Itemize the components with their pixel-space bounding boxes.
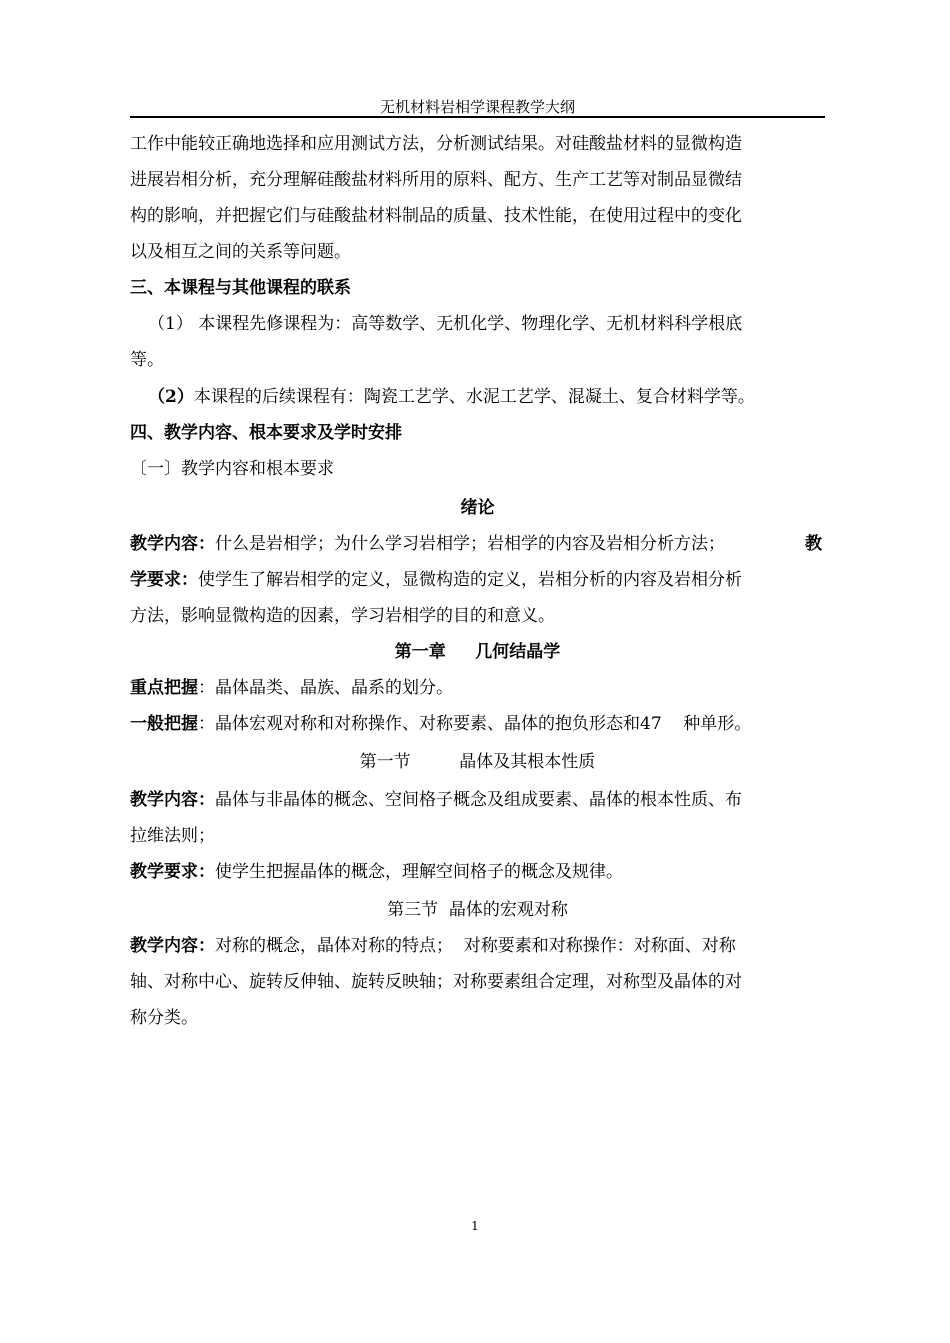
- section-1-req-text: 使学生把握晶体的概念，理解空间格子的概念及规律。: [215, 862, 623, 882]
- prereq-line-1: （1） 本课程先修课程为：高等数学、无机化学、物理化学、无机材料科学根底: [148, 314, 743, 334]
- general-label: 一般把握: [130, 714, 198, 734]
- req-label-part2: 学要求：: [130, 570, 198, 590]
- followup-label: （2）: [148, 387, 194, 407]
- req-text-1: 使学生了解岩相学的定义，显微构造的定义，岩相分析的内容及岩相分析: [198, 570, 742, 590]
- chapter-1-general-line: [130, 712, 825, 736]
- section-1-req-label: 教学要求：: [130, 862, 215, 882]
- followup-line: [148, 385, 825, 409]
- chapter-1-key-line: [130, 676, 825, 700]
- section-1-content-label: 教学内容：: [130, 790, 215, 810]
- section-1-content-text: 晶体与非晶体的概念、空间格子概念及组成要素、晶体的根本性质、布: [215, 790, 742, 810]
- intro-chapter-req-line-1: [130, 568, 825, 592]
- section-3b-content-text: 对称的概念，晶体对称的特点； 对称要素和对称操作：对称面、对称: [215, 936, 736, 956]
- intro-chapter-content-line: [130, 532, 825, 556]
- intro-chapter-title: 绪论: [460, 498, 495, 518]
- intro-chapter-req-line-2: 方法，影响显微构造的因素，学习岩相学的目的和意义。: [130, 606, 555, 626]
- content-text: 什么是岩相学；为什么学习岩相学；岩相学的内容及岩相分析方法；: [215, 534, 725, 554]
- section-3-heading: 三、本课程与其他课程的联系: [130, 278, 351, 298]
- section-1-content-line-2: 拉维法则；: [130, 826, 215, 846]
- intro-line-3: 构的影响，并把握它们与硅酸盐材料制品的质量、技术性能，在使用过程中的变化: [130, 206, 742, 226]
- section-3b-content-line-1: [130, 934, 825, 958]
- section-3b-content-line-3: 称分类。: [130, 1008, 198, 1028]
- section-3b-content-line-2: 轴、对称中心、旋转反伸轴、旋转反映轴；对称要素组合定理，对称型及晶体的对: [130, 972, 742, 992]
- section-4-heading: 四、教学内容、根本要求及学时安排: [130, 423, 402, 443]
- section-3b-title: 第三节 晶体的宏观对称: [387, 900, 568, 920]
- followup-text: 本课程的后续课程有：陶瓷工艺学、水泥工艺学、混凝土、复合材料学等。: [193, 387, 755, 407]
- key-text: ：晶体晶类、晶族、晶系的划分。: [198, 678, 453, 698]
- header-rule: [130, 116, 825, 118]
- key-label: 重点把握: [130, 678, 198, 698]
- section-1-content-line-1: [130, 788, 825, 812]
- content-label: 教学内容：: [130, 534, 215, 554]
- section-3b-content-label: 教学内容：: [130, 936, 215, 956]
- req-label-part1: 教: [805, 534, 822, 554]
- general-text: ：晶体宏观对称和对称操作、对称要素、晶体的抱负形态和47 种单形。: [198, 714, 752, 734]
- section-4-sub-1: 〔一〕教学内容和根本要求: [130, 459, 334, 479]
- chapter-1-title: 第一章 几何结晶学: [394, 642, 561, 662]
- running-header-title: 无机材料岩相学课程教学大纲: [379, 98, 575, 116]
- intro-line-2: 进展岩相分析，充分理解硅酸盐材料所用的原料、配方、生产工艺等对制品显微结: [130, 170, 742, 190]
- prereq-line-2: 等。: [130, 350, 164, 370]
- section-1-req-line: [130, 860, 825, 884]
- intro-line-4: 以及相互之间的关系等问题。: [130, 242, 351, 262]
- page-number: 1: [471, 1219, 479, 1233]
- section-1-title: 第一节 晶体及其根本性质: [359, 752, 596, 772]
- intro-line-1: 工作中能较正确地选择和应用测试方法，分析测试结果。对硅酸盐材料的显微构造: [130, 134, 742, 154]
